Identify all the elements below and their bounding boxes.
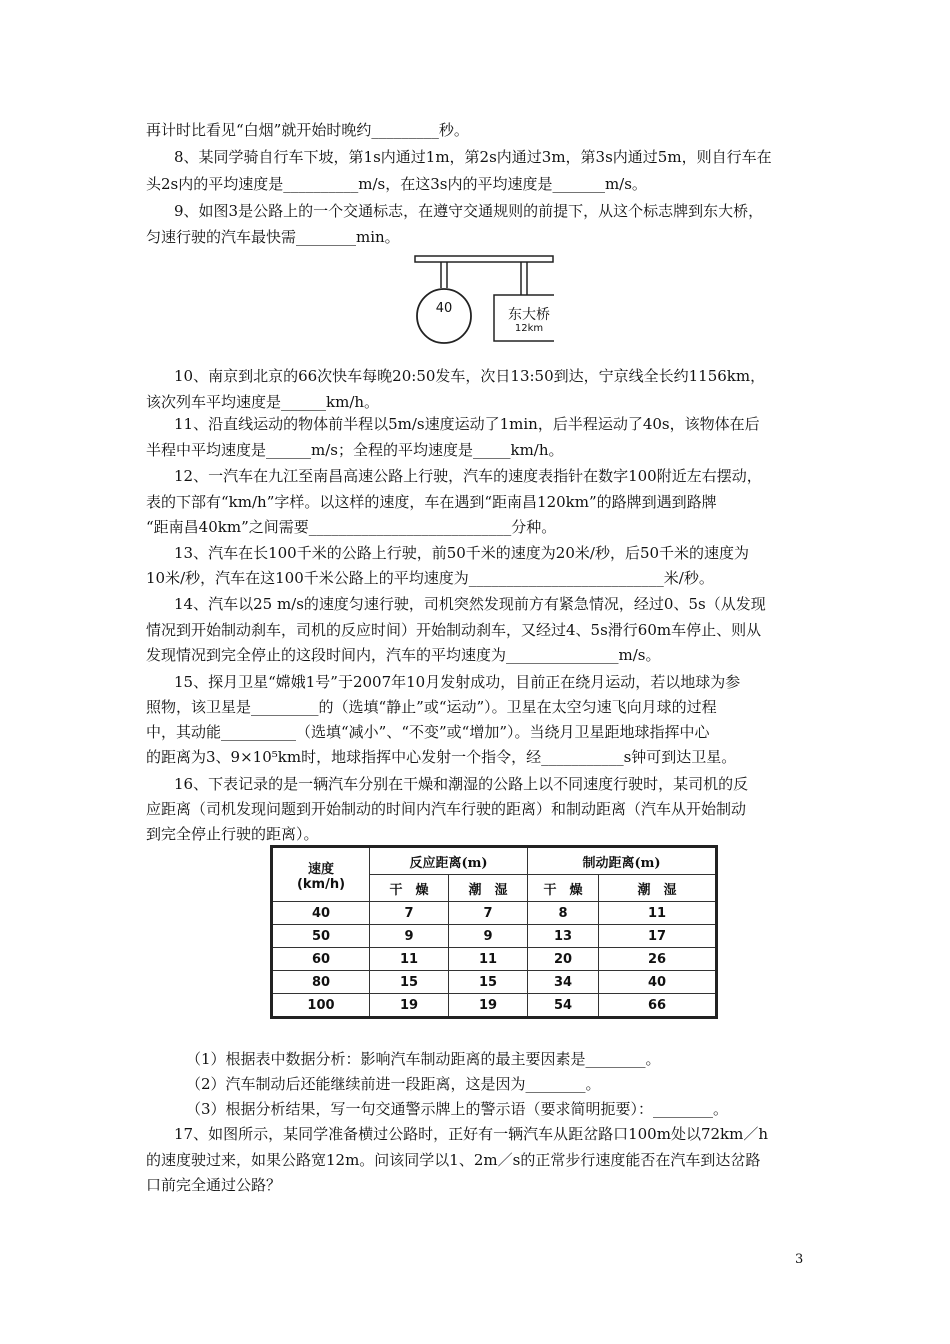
table-cell: 8 <box>528 902 599 925</box>
question-16-line-1: 16、下表记录的是一辆汽车分别在干燥和潮湿的公路上以不同速度行驶时，某司机的反 <box>174 775 749 793</box>
question-17-line-1: 17、如图所示，某同学准备横过公路时，正好有一辆汽车从距岔路口100m处以72km／h <box>174 1125 769 1143</box>
table-cell: 40 <box>272 902 370 925</box>
question-14-line-2: 情况到开始制动刹车，司机的反应时间）开始制动刹车，又经过4、5s滑行60m车停止、则从 <box>146 621 762 639</box>
table-row <box>272 994 717 1018</box>
table-cell: 17 <box>599 925 717 948</box>
question-12-line-1: 12、一汽车在九江至南昌高速公路上行驶，汽车的速度表指针在数字100附近左右摆动， <box>174 467 762 485</box>
question-14-line-1: 14、汽车以25 m/s的速度匀速行驶，司机突然发现前方有紧急情况，经过0、5s（从发现 <box>174 595 766 613</box>
question-8-line-1: 8、某同学骑自行车下坡，第1s内通过1m，第2s内通过3m，第3s内通过5m，则自行车在 <box>174 148 772 166</box>
table-cell: 11 <box>449 948 528 971</box>
question-11-line-2: 半程中平均速度是______m/s；全程的平均速度是_____km/h。 <box>146 441 564 459</box>
reaction-wet-header: 潮 湿 <box>449 875 528 902</box>
question-15-line-2: 照物，该卫星是_________的（选填“静止”或“运动”）。卫星在太空匀速飞向月球的过程 <box>146 698 717 716</box>
table-cell: 15 <box>370 971 449 994</box>
table-cell: 9 <box>449 925 528 948</box>
table-cell: 11 <box>599 902 717 925</box>
table-cell: 20 <box>528 948 599 971</box>
question-8-line-2: 头2s内的平均速度是__________m/s，在这3s内的平均速度是_______m/s。 <box>146 175 647 193</box>
question-12-line-3: “距南昌40km”之间需要___________________________分种。 <box>146 518 557 536</box>
page-number: 3 <box>795 1252 804 1267</box>
table-cell: 9 <box>370 925 449 948</box>
question-16-line-3: 到完全停止行驶的距离）。 <box>146 825 319 843</box>
table-cell: 11 <box>370 948 449 971</box>
question-10-line-1: 10、南京到北京的66次快车每晚20:50发车，次日13:50到达，宁京线全长约1156km， <box>174 367 766 385</box>
question-12-line-2: 表的下部有“km/h”字样。以这样的速度，车在遇到“距南昌120km”的路牌到遇到路牌 <box>146 493 717 511</box>
speed-header-unit: (km/h) <box>296 876 346 892</box>
question-16-part-3: （3）根据分析结果，写一句交通警示牌上的警示语（要求简明扼要）：________。 <box>186 1100 729 1118</box>
braking-dry-header: 干 燥 <box>528 875 599 902</box>
table-cell: 66 <box>599 994 717 1018</box>
braking-wet-header: 潮 湿 <box>599 875 717 902</box>
table-cell: 7 <box>449 902 528 925</box>
table-row <box>272 902 717 925</box>
speed-limit-value: 40 <box>435 301 453 316</box>
table-row <box>272 948 717 971</box>
table-cell: 19 <box>370 994 449 1018</box>
question-9-line-2: 匀速行驶的汽车最快需________min。 <box>146 228 400 246</box>
traffic-sign-figure <box>414 253 554 345</box>
reaction-dry-header: 干 燥 <box>370 875 449 902</box>
question-11-line-1: 11、沿直线运动的物体前半程以5m/s速度运动了1min，后半程运动了40s，该物体在后 <box>174 415 760 433</box>
reaction-distance-header: 反应距离(m) <box>370 847 528 875</box>
question-10-line-2: 该次列车平均速度是______km/h。 <box>146 393 380 411</box>
question-16-part-2: （2）汽车制动后还能继续前进一段距离，这是因为________。 <box>186 1075 601 1093</box>
speed-header-label: 速度 <box>307 861 334 877</box>
table-row <box>272 971 717 994</box>
question-16-part-1: （1）根据表中数据分析：影响汽车制动距离的最主要因素是________。 <box>186 1050 661 1068</box>
question-15-line-3: 中，其动能__________（选填“减小”、“不变”或“增加”）。当绕月卫星距地球指挥中心 <box>146 723 710 741</box>
destination-name: 东大桥 <box>508 307 550 323</box>
table-cell: 19 <box>449 994 528 1018</box>
question-15-line-1: 15、探月卫星“嫦娥1号”于2007年10月发射成功，目前正在绕月运动，若以地球为参 <box>174 673 741 691</box>
braking-distance-header: 制动距离(m) <box>528 847 717 875</box>
table-cell: 80 <box>272 971 370 994</box>
table-cell: 13 <box>528 925 599 948</box>
braking-distance-table <box>270 845 718 1019</box>
question-13-line-1: 13、汽车在长100千米的公路上行驶，前50千米的速度为20米/秒，后50千米的速度为 <box>174 544 750 562</box>
table-row <box>272 925 717 948</box>
table-cell: 40 <box>599 971 717 994</box>
question-17-line-2: 的速度驶过来，如果公路宽12m。问该同学以1、2m／s的正常步行速度能否在汽车到达岔路 <box>146 1151 761 1169</box>
table-cell: 60 <box>272 948 370 971</box>
table-cell: 54 <box>528 994 599 1018</box>
question-16-line-2: 应距离（司机发现问题到开始制动的时间内汽车行驶的距离）和制动距离（汽车从开始制动 <box>146 800 747 818</box>
table-cell: 50 <box>272 925 370 948</box>
question-17-line-3: 口前完全通过公路？ <box>146 1176 282 1194</box>
question-13-line-2: 10米/秒，汽车在这100千米公路上的平均速度为__________________________米/秒。 <box>146 569 714 587</box>
question-14-line-3: 发现情况到完全停止的这段时间内，汽车的平均速度为_______________m/s。 <box>146 646 661 664</box>
question-15-line-4: 的距离为3、9×10⁵km时，地球指挥中心发射一个指令，经___________s钟可到达卫星。 <box>146 748 737 766</box>
destination-distance: 12km <box>514 323 544 334</box>
question-9-line-1: 9、如图3是公路上的一个交通标志，在遵守交通规则的前提下，从这个标志牌到东大桥， <box>174 202 764 220</box>
table-cell: 100 <box>272 994 370 1018</box>
text-line: 再计时比看见“白烟”就开始时晚约_________秒。 <box>146 121 469 139</box>
table-cell: 15 <box>449 971 528 994</box>
table-cell: 34 <box>528 971 599 994</box>
table-cell: 7 <box>370 902 449 925</box>
table-cell: 26 <box>599 948 717 971</box>
speed-header <box>272 847 370 902</box>
